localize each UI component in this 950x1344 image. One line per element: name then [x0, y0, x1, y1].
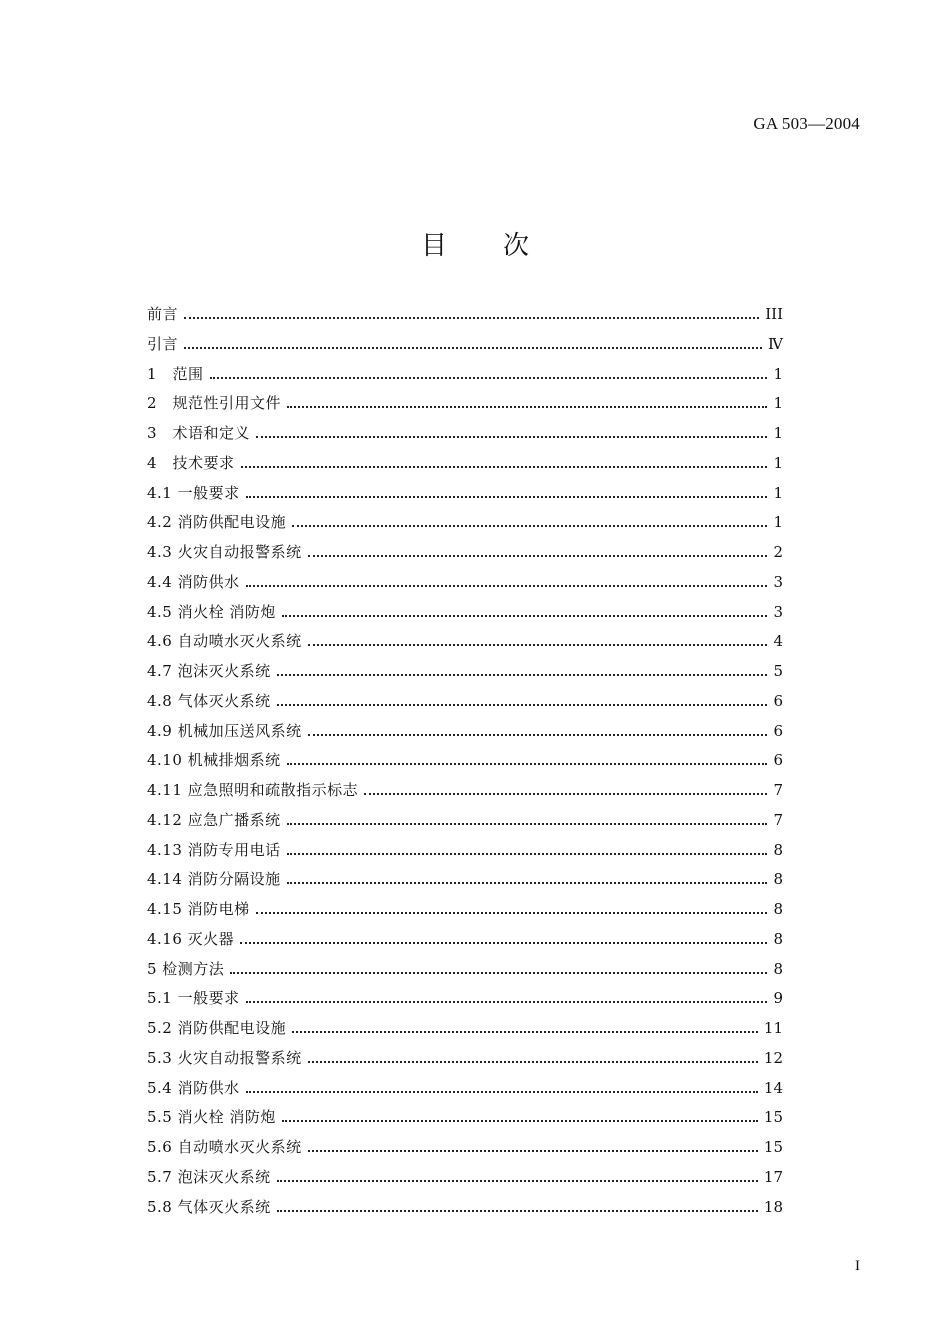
dot-leader — [287, 762, 767, 765]
dot-leader — [230, 971, 767, 974]
toc-entry-label: 5.8 气体灭火系统 — [147, 1197, 271, 1216]
toc-entry[interactable] — [147, 1044, 783, 1074]
toc-entry-page: 6 — [773, 721, 783, 740]
toc-entry[interactable] — [147, 508, 783, 538]
toc-entry-label: 4.9 机械加压送风系统 — [147, 721, 302, 740]
toc-entry-page: 8 — [773, 840, 783, 859]
toc-entry[interactable] — [147, 776, 783, 806]
toc-entry-page: 11 — [763, 1019, 783, 1037]
toc-entry[interactable] — [147, 538, 783, 568]
toc-entry-label: 5.4 消防供水 — [147, 1078, 240, 1097]
toc-entry-page: 17 — [763, 1167, 783, 1186]
toc-entry[interactable] — [147, 746, 783, 776]
dot-leader — [246, 1090, 758, 1093]
toc-entry[interactable] — [147, 479, 783, 509]
dot-leader — [308, 554, 767, 557]
dot-leader — [287, 405, 767, 408]
dot-leader — [308, 1149, 758, 1152]
toc-entry-label: 前言 — [147, 305, 179, 323]
toc-entry-page: 3 — [773, 572, 783, 591]
toc-entry-page: 18 — [763, 1197, 783, 1216]
toc-entry-label: 引言 — [147, 334, 179, 353]
toc-entry[interactable] — [147, 687, 783, 717]
toc-entry[interactable] — [147, 1074, 783, 1104]
page-number: I — [855, 1258, 860, 1274]
toc-entry-label: 5.1 一般要求 — [147, 989, 240, 1008]
toc-entry-label: 4 技术要求 — [147, 453, 235, 472]
toc-entry-label: 2 规范性引用文件 — [147, 394, 282, 413]
dot-leader — [184, 346, 762, 349]
toc-entry[interactable] — [147, 1163, 783, 1193]
toc-entry[interactable] — [147, 836, 783, 866]
dot-leader — [292, 524, 767, 527]
toc-entry[interactable] — [147, 419, 783, 449]
title-char-2: 次 — [503, 231, 530, 262]
toc-entry-page: 8 — [773, 959, 783, 978]
dot-leader — [246, 1000, 767, 1003]
dot-leader — [246, 584, 767, 587]
page-title — [0, 225, 950, 262]
toc-entry-page: 1 — [773, 483, 783, 502]
toc-entry-page: 7 — [773, 810, 783, 829]
toc-entry-label: 4.6 自动喷水灭火系统 — [147, 632, 302, 651]
toc-entry-page: 1 — [773, 394, 783, 413]
toc-entry[interactable] — [147, 330, 783, 360]
toc-entry-page: 9 — [773, 989, 783, 1008]
toc-entry-label: 4.11 应急照明和疏散指示标志 — [147, 781, 359, 799]
toc-entry-label: 4.16 灭火器 — [147, 929, 235, 948]
toc-entry-page: 12 — [763, 1048, 783, 1067]
toc-entry-label: 5.6 自动喷水灭火系统 — [147, 1138, 302, 1156]
dot-leader — [241, 465, 767, 468]
dot-leader — [240, 941, 767, 944]
dot-leader — [184, 316, 759, 319]
toc-entry[interactable] — [147, 568, 783, 598]
toc-entry-page: Ⅳ — [768, 334, 783, 353]
toc-entry-page: 14 — [763, 1078, 783, 1097]
dot-leader — [364, 792, 767, 795]
toc-entry-page: 7 — [773, 781, 783, 799]
toc-entry[interactable] — [147, 449, 783, 479]
toc-entry-label: 4.4 消防供水 — [147, 572, 240, 591]
toc-entry[interactable] — [147, 1133, 783, 1163]
toc-entry[interactable] — [147, 1014, 783, 1044]
toc-entry-page: 4 — [773, 632, 783, 651]
toc-entry-label: 4.14 消防分隔设施 — [147, 870, 281, 889]
toc-entry[interactable] — [147, 300, 783, 330]
standard-code: GA 503—2004 — [753, 114, 860, 133]
toc-entry-label: 4.5 消火栓 消防炮 — [147, 602, 276, 621]
toc-entry-page: 1 — [773, 364, 783, 383]
toc-entry-label: 5.7 泡沫灭火系统 — [147, 1167, 271, 1186]
toc-entry[interactable] — [147, 806, 783, 836]
dot-leader — [277, 703, 767, 706]
toc-entry-page: 5 — [773, 662, 783, 680]
toc-entry-label: 4.3 火灾自动报警系统 — [147, 543, 302, 561]
dot-leader — [282, 1119, 758, 1122]
dot-leader — [256, 435, 767, 438]
toc-entry-page: 8 — [773, 900, 783, 918]
toc-entry[interactable] — [147, 925, 783, 955]
toc-entry-page: 1 — [773, 513, 783, 532]
dot-leader — [308, 733, 767, 736]
toc-entry-label: 4.2 消防供配电设施 — [147, 513, 287, 532]
toc-entry-page: 2 — [773, 543, 783, 561]
toc-entry[interactable] — [147, 717, 783, 747]
toc-entry[interactable] — [147, 657, 783, 687]
dot-leader — [277, 1179, 758, 1182]
dot-leader — [282, 614, 767, 617]
toc-entry[interactable] — [147, 955, 783, 985]
dot-leader — [256, 911, 767, 914]
dot-leader — [277, 673, 767, 676]
dot-leader — [292, 1030, 758, 1033]
dot-leader — [308, 643, 767, 646]
toc-entry[interactable] — [147, 360, 783, 390]
dot-leader — [287, 822, 767, 825]
toc-entry-page: 8 — [773, 929, 783, 948]
toc-entry-label: 4.15 消防电梯 — [147, 900, 250, 918]
dot-leader — [277, 1209, 758, 1212]
dot-leader — [246, 495, 767, 498]
toc-entry-page: 3 — [773, 602, 783, 621]
dot-leader — [287, 881, 767, 884]
toc-entry-label: 4.8 气体灭火系统 — [147, 691, 271, 710]
toc-entry-label: 5.2 消防供配电设施 — [147, 1019, 287, 1037]
toc-entry-label: 4.12 应急广播系统 — [147, 810, 281, 829]
toc-entry[interactable] — [147, 1193, 783, 1223]
toc-entry-label: 5 检测方法 — [147, 959, 225, 978]
toc-entry-page: 6 — [773, 751, 783, 770]
toc-entry-label: 1 范围 — [147, 364, 204, 383]
toc-entry-label: 5.5 消火栓 消防炮 — [147, 1108, 276, 1127]
toc-entry[interactable] — [147, 1103, 783, 1133]
toc-entry[interactable] — [147, 984, 783, 1014]
toc-entry-page: 6 — [773, 691, 783, 710]
dot-leader — [287, 852, 767, 855]
toc-entry[interactable] — [147, 598, 783, 628]
toc-entry-label: 4.7 泡沫灭火系统 — [147, 662, 271, 680]
dot-leader — [308, 1060, 758, 1063]
toc-entry-page: 1 — [773, 424, 783, 442]
toc-entry-page: 1 — [773, 453, 783, 472]
toc-entry[interactable] — [147, 865, 783, 895]
toc-entry-page: III — [765, 305, 783, 323]
toc-entry[interactable] — [147, 895, 783, 925]
toc-entry-label: 4.10 机械排烟系统 — [147, 751, 281, 770]
toc-entry-page: 15 — [763, 1108, 783, 1127]
toc-entry-page: 8 — [773, 870, 783, 889]
toc-entry-label: 4.13 消防专用电话 — [147, 840, 281, 859]
dot-leader — [210, 376, 767, 379]
toc-entry-label: 4.1 一般要求 — [147, 483, 240, 502]
toc-entry[interactable] — [147, 389, 783, 419]
toc-entry-label: 3 术语和定义 — [147, 424, 251, 442]
title-char-1: 目 — [420, 231, 447, 262]
toc-entry-label: 5.3 火灾自动报警系统 — [147, 1048, 302, 1067]
toc-entry-page: 15 — [763, 1138, 783, 1156]
toc-entry[interactable] — [147, 627, 783, 657]
table-of-contents — [147, 300, 783, 1222]
